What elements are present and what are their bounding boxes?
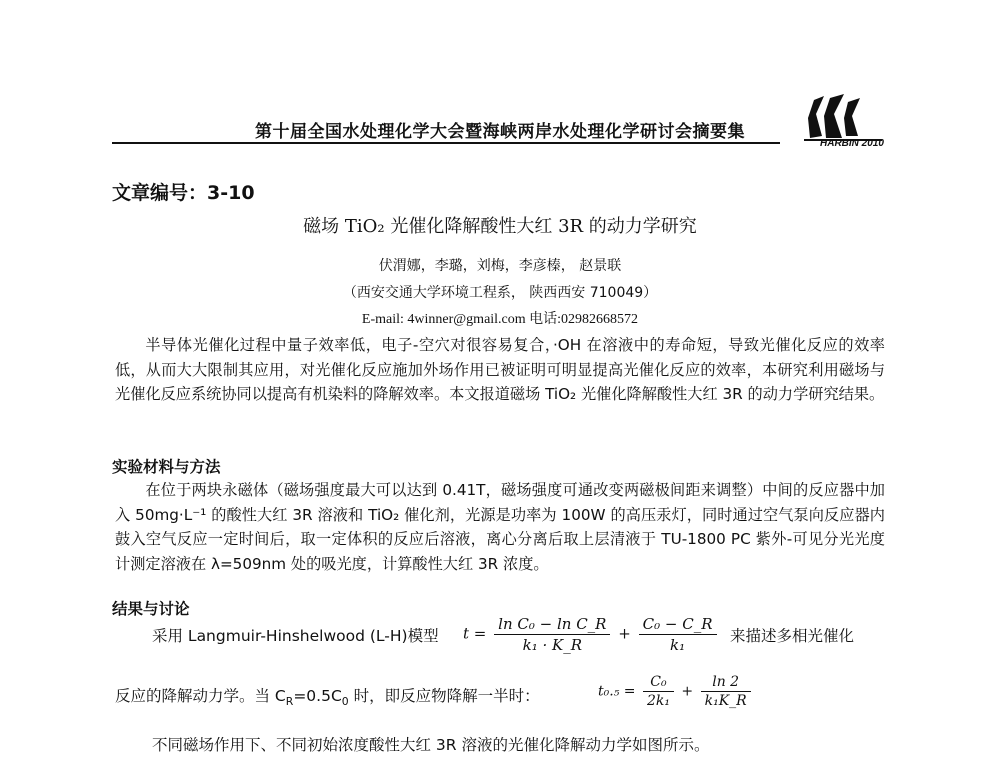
model-intro-text: 采用 Langmuir-Hinshelwood (L-H)模型 bbox=[152, 627, 439, 645]
author-list: 伏渭娜，李璐，刘梅，李彦榛， 赵景联 bbox=[378, 258, 622, 274]
formula-fraction bbox=[643, 674, 674, 709]
fraction-numerator: C₀ − C_R bbox=[639, 615, 717, 635]
formula-fraction bbox=[701, 674, 751, 709]
lh-model-formula bbox=[463, 615, 720, 654]
author-affiliation: （西安交通大学环境工程系， 陕西西安 710049） bbox=[342, 285, 658, 301]
conference-logo bbox=[800, 92, 890, 154]
section-heading-methods: 实验材料与方法 bbox=[112, 458, 221, 476]
formula-lhs: t = bbox=[463, 624, 487, 643]
fraction-numerator: C₀ bbox=[643, 674, 674, 692]
fraction-denominator: k₁K_R bbox=[704, 693, 747, 709]
formula-fraction bbox=[494, 615, 610, 654]
kinetics-line: 反应的降解动力学。当 $C_R=0.5C_0$ 时，即反应物降解一半时： bbox=[115, 687, 540, 709]
section-heading-results: 结果与讨论 bbox=[112, 600, 190, 618]
formula-plus: + bbox=[681, 683, 694, 700]
half-life-formula bbox=[598, 674, 754, 709]
model-tail-text: 来描述多相光催化 bbox=[730, 627, 855, 645]
fraction-numerator: ln 2 bbox=[701, 674, 751, 692]
methods-paragraph: 在位于两块永磁体（磁场强度最大可以达到 0.41T，磁场强度可通改变两磁极间距来调整）中间的反应器中加入 50mg·L⁻¹ 的酸性大红 3R 溶液和 TiO₂ 催化剂，光源是功率为 100W 的高压汞灯，同时通过空气泵向反应器内鼓入空气反应一定时间后，取一定体积的反应后溶液，离心分离后取上层清液于 TU-1800 PC 紫外-可见分光光度计测定溶液在 λ=509nm 处的吸光度，计算酸性大红 3R 浓度。 bbox=[115, 481, 885, 573]
fraction-denominator: 2k₁ bbox=[646, 693, 670, 709]
fraction-denominator: k₁ · K_R bbox=[522, 636, 583, 654]
fraction-denominator: k₁ bbox=[670, 636, 686, 654]
closing-sentence: 不同磁场作用下、不同初始浓度酸性大红 3R 溶液的光催化降解动力学如图所示。 bbox=[152, 736, 710, 754]
conference-header-title: 第十届全国水处理化学大会暨海峡两岸水处理化学研讨会摘要集 bbox=[255, 122, 745, 142]
formula-fraction bbox=[639, 615, 717, 654]
article-number: 文章编号：3-10 bbox=[112, 182, 255, 204]
fraction-numerator: ln C₀ − ln C_R bbox=[494, 615, 610, 635]
logo-lettering: HARBIN 2010 bbox=[820, 138, 884, 149]
intro-paragraph: 半导体光催化过程中量子效率低，电子-空穴对很容易复合，·OH 在溶液中的寿命短，导致光催化反应的效率低，从而大大限制其应用，对光催化反应施加外场作用已被证明可明显提高光催化反应的效率，本研究利用磁场与光催化反应系统协同以提高有机染料的降解效率。本文报道磁场 TiO₂ 光催化降解酸性大红 3R 的动力学研究结果。 bbox=[115, 336, 885, 403]
contact-line: E-mail: 4winner@gmail.com 电话:02982668572 bbox=[361, 312, 639, 327]
header-rule bbox=[112, 142, 780, 144]
formula-lhs: t₀.₅ = bbox=[598, 683, 636, 700]
paper-title: 磁场 TiO₂ 光催化降解酸性大红 3R 的动力学研究 bbox=[303, 216, 697, 237]
formula-plus: + bbox=[618, 624, 631, 643]
